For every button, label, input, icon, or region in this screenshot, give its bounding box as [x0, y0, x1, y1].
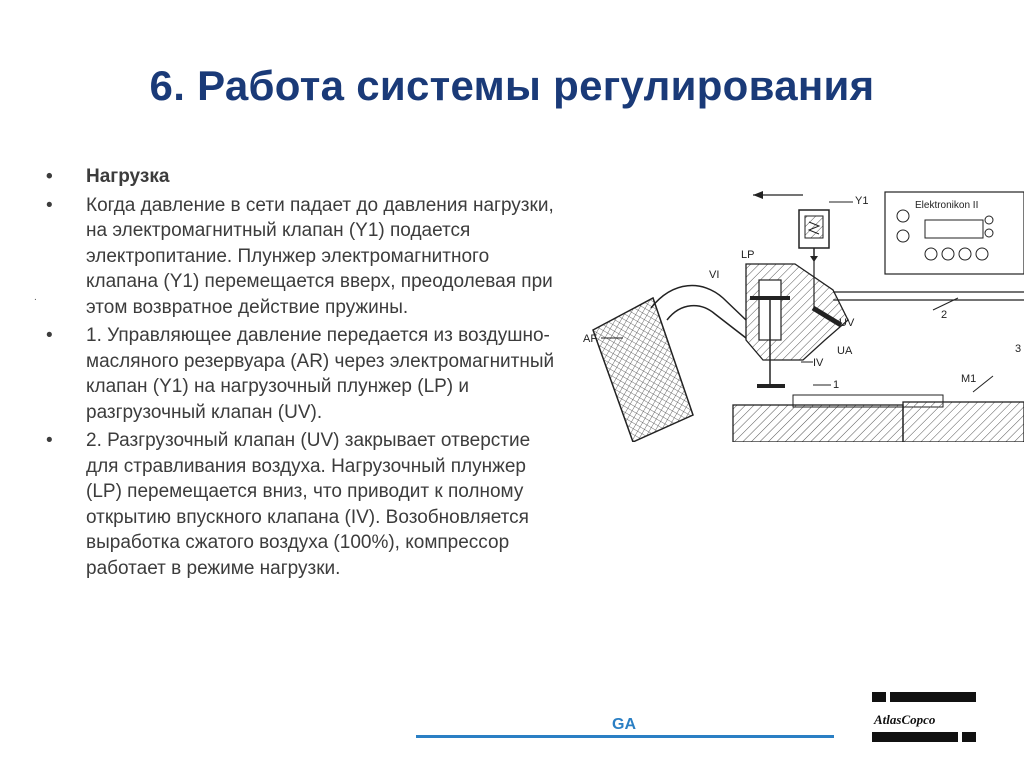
label-af: AF: [583, 333, 598, 345]
bullet-dot: •: [46, 166, 53, 187]
bullet-item: [40, 323, 560, 425]
bullet-text: Нагрузка: [86, 166, 170, 187]
control-line: [833, 292, 1024, 310]
motor-m1: [903, 376, 1024, 442]
page-title: 6. Работа системы регулирования: [149, 62, 875, 109]
footer-label: GA: [612, 716, 636, 733]
bullet-text: Когда давление в сети падает до давления нагрузки, на электромагнитный клапан (Y1) подается электропитание. Плунжер электромагнитного клапана (Y1) перемещается вверх, преодолевая при этом возвратное действие пружины.: [86, 194, 554, 318]
atlas-copco-logo: [870, 690, 980, 746]
label-m1: M1: [961, 373, 977, 385]
label-3: 3: [1015, 343, 1022, 355]
solenoid-valve-y1: [799, 202, 853, 262]
bullet-list: [40, 164, 560, 584]
bullet-text: 1. Управляющее давление передается из воздушно- масляного резервуара (AR) через электромагнитный клапан (Y1) на нагрузочный плунжер (LP) и разгрузочный клапан (UV).: [86, 325, 555, 423]
unloading-valve-block: [746, 260, 848, 386]
bullet-item: [40, 428, 560, 581]
label-y1: Y1: [855, 195, 869, 207]
bullet-item: [40, 164, 560, 190]
bullet-dot: •: [46, 194, 53, 216]
label-uv: UV: [839, 317, 855, 329]
bullet-dot: •: [46, 430, 53, 451]
label-vi: VI: [709, 269, 720, 281]
label-controller: Elektronikon II: [915, 200, 979, 211]
label-ua: UA: [837, 345, 853, 357]
label-1: 1: [833, 379, 840, 391]
footer-line: [416, 735, 834, 738]
flow-arrow: [753, 191, 803, 199]
air-filter: [593, 286, 746, 442]
bullet-text: 2. Разгрузочный клапан (UV) закрывает отверстие для стравливания воздуха. Нагрузочный плунжер (LP) перемещается вниз, что приводит к полному открытию впускного клапана (IV). Возобновляется выработка сжатого воздуха (100%), компрессор работает в режиме нагрузки.: [86, 430, 531, 579]
stray-mark: .: [34, 292, 37, 303]
bullet-dot: •: [46, 325, 53, 346]
bullet-item: [40, 193, 560, 321]
regulation-system-diagram: [563, 180, 1024, 442]
label-lp: LP: [741, 249, 755, 261]
label-iv: IV: [813, 357, 824, 369]
svg-text:AtlasCopco: AtlasCopco: [874, 712, 936, 727]
label-2: 2: [941, 309, 948, 321]
